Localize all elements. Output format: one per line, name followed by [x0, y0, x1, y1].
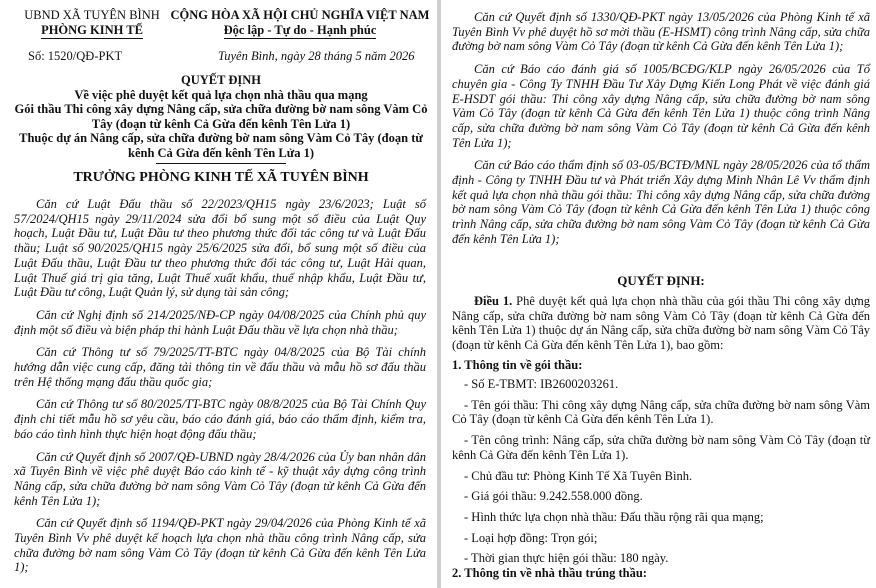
package-info-item: - Giá gói thầu: 9.242.558.000 đồng.: [464, 489, 643, 504]
package-info-item: - Thời gian thực hiện gói thầu: 180 ngày.: [464, 551, 669, 566]
document-title: [14, 73, 428, 164]
page-left: [0, 0, 432, 588]
decision-heading: QUYẾT ĐỊNH:: [617, 273, 705, 288]
title-line-3: Thuộc dự án Nâng cấp, sửa chữa đường bờ nam sông Vàm Cỏ Tây (đoạn từ kênh Cả Gừa đến kênh Tên Lửa 1): [19, 131, 423, 160]
section-2-heading: 2. Thông tin về nhà thầu trúng thầu:: [452, 566, 647, 580]
legal-basis-item: Căn cứ Nghị định số 214/2025/NĐ-CP ngày 04/08/2025 của Chính phủ quy định một số điều và biện pháp thi hành Luật Đấu thầu về lựa chọn nhà thầu;: [14, 307, 426, 337]
article-1-label: Điều 1.: [474, 294, 513, 308]
legal-basis-item: Căn cứ Báo cáo thẩm định số 03-05/BCTĐ/MNL ngày 28/05/2026 của tổ thẩm định - Công ty TNHH Đầu tư và Phát triển Xây dựng Minh Nhân Lê Vv thẩm định kết quả lựa chọn nhà thầu gói thầu: Thi công xây dựng Nâng cấp, sửa chữa đường bờ nam sông Vàm Cỏ Tây (đoạn từ kênh Cả Gừa đến kênh Tên Lửa 1) thuộc công trình Nâng cấp, sửa chữa đường bờ nam sông Vàm Cỏ Tây (đoạn từ kênh Cả Gừa đến kênh Tên Lửa 1);: [452, 158, 870, 246]
legal-basis-item: Căn cứ Quyết định số 2007/QĐ-UBND ngày 28/4/2026 của Ủy ban nhân dân xã Tuyên Bình về việc phê duyệt Báo cáo kinh tế - kỹ thuật xây dựng công trình Nâng cấp, sửa chữa đường bờ nam sông Vàm Cỏ Tây (đoạn từ kênh Cả Gừa đến kênh Tên Lửa 1);: [14, 449, 426, 508]
package-info-item: - Tên công trình: Nâng cấp, sửa chữa đường bờ nam sông Vàm Cỏ Tây (đoạn từ kênh Cả Gừa đến kênh Tên Lửa 1).: [452, 433, 870, 462]
title-line-1: Về việc phê duyệt kết quả lựa chọn nhà thầu qua mạng: [74, 87, 368, 102]
package-info-item: - Loại hợp đồng: Trọn gói;: [464, 530, 598, 545]
package-info-item: - Chủ đầu tư: Phòng Kinh Tế Xã Tuyên Bình.: [464, 468, 693, 483]
issuing-authority: TRƯỞNG PHÒNG KINH TẾ XÃ TUYÊN BÌNH: [73, 170, 369, 185]
national-header: [170, 8, 430, 39]
legal-basis-item: Căn cứ Thông tư số 79/2025/TT-BTC ngày 04/8/2025 của Bộ Tài chính hướng dẫn việc cung cấp, đăng tải thông tin về đấu thầu và mẫu hồ sơ đấu thầu trên Hệ thống mạng đấu thầu quốc gia;: [14, 345, 426, 389]
page-divider: [437, 0, 441, 588]
legal-basis-item: Căn cứ Quyết định số 1330/QĐ-PKT ngày 13/05/2026 của Phòng Kinh tế xã Tuyên Bình Vv phê duyệt hồ sơ mời thầu (E-HSMT) công trình Nâng cấp, sửa chữa đường bờ nam sông Vàm Cỏ Tây (đoạn từ kênh Cả Gừa đến kênh Tên Lửa 1);: [452, 10, 870, 54]
article-1: [452, 294, 870, 353]
issuing-agency: [12, 8, 172, 39]
page-right: [446, 0, 876, 588]
legal-basis-item: Căn cứ Quyết định số 1194/QĐ-PKT ngày 29/04/2026 của Phòng Kinh tế xã Tuyên Bình Vv phê duyệt kế hoạch lựa chọn nhà thầu công trình Nâng cấp, sửa chữa đường bờ nam sông Vàm Cỏ Tây (đoạn từ kênh Cả Gừa đến kênh Tên Lửa 1);: [14, 516, 426, 575]
title-divider: [156, 163, 286, 164]
package-info-item: - Hình thức lựa chọn nhà thầu: Đấu thầu rộng rãi qua mạng;: [464, 509, 764, 524]
agency-name: UBND XÃ TUYÊN BÌNH: [24, 8, 160, 22]
article-1-text: Phê duyệt kết quả lựa chọn nhà thầu của gói thầu Thi công xây dựng Nâng cấp, sửa chữa đường bờ nam sông Vàm Cỏ Tây (đoạn từ kênh Cả Gừa đến kênh Tên Lửa 1) thuộc dự án Nâng cấp, sửa chữa đường bờ nam sông Vàm Cỏ Tây (đoạn từ kênh Cả Gừa đến kênh Tên Lửa 1), bao gồm:: [452, 294, 871, 353]
legal-basis-right: [452, 10, 870, 255]
title-heading: QUYẾT ĐỊNH: [181, 73, 261, 87]
section-1-heading: 1. Thông tin về gói thầu:: [452, 358, 583, 372]
department-name: PHÒNG KINH TẾ: [41, 23, 143, 37]
nation-name: CỘNG HÒA XÃ HỘI CHỦ NGHĨA VIỆT NAM: [170, 8, 430, 22]
package-info-list: [452, 377, 870, 572]
legal-basis-item: Căn cứ Báo cáo đánh giá số 1005/BCĐG/KLP ngày 26/05/2026 của Tổ chuyên gia - Công Ty TNHH Đầu Tư Xây Dựng Kiến Long Phát về việc đánh giá E-HSDT gói thầu: Thi công xây dựng Nâng cấp, sửa chữa đường bờ nam sông Vàm Cỏ Tây (đoạn từ kênh Cả Gừa đến kênh Tên Lửa 1) thuộc công trình Nâng cấp, sửa chữa đường bờ nam sông Vàm Cỏ Tây (đoạn từ kênh Cả Gừa đến kênh Tên Lửa 1);: [452, 62, 870, 150]
package-info-item: - Số E-TBMT: IB2600203261.: [464, 377, 619, 391]
package-info-item: - Tên gói thầu: Thi công xây dựng Nâng cấp, sửa chữa đường bờ nam sông Vàm Cỏ Tây (đoạn từ kênh Cả Gừa đến kênh Tên Lửa 1).: [452, 397, 870, 427]
legal-basis-item: Căn cứ Luật Đấu thầu số 22/2023/QH15 ngày 23/6/2023; Luật số 57/2024/QH15 ngày 29/11/2024 sửa đổi bổ sung một số điều của Luật Quy hoạch, Luật Đầu tư, Luật Đầu tư theo phương thức đối tác công tư và Luật Đấu thầu; Luật số 90/2025/QH15 ngày 25/6/2025 sửa đổi, bổ sung một số điều của Luật Đấu thầu, Luật Đầu tư theo phương thức đối tác công tư, Luật Hải quan, Luật Thuế giá trị gia tăng, Luật Thuế xuất khẩu, thuế nhập khẩu, Luật Đầu tư, Luật Đầu tư công, Luật Quản lý, sử dụng tài sản công;: [14, 197, 426, 300]
title-line-2: Gói thầu Thi công xây dựng Nâng cấp, sửa chữa đường bờ nam sông Vàm Cỏ Tây (đoạn từ kênh Cả Gừa đến kênh Tên Lửa 1): [14, 102, 428, 131]
legal-basis-item: Căn cứ Thông tư số 80/2025/TT-BTC ngày 08/8/2025 của Bộ Tài Chính Quy định chi tiết mẫu hồ sơ yêu cầu, báo cáo đánh giá, báo cáo thẩm định, kiểm tra, báo cáo tình hình thực hiện hoạt động đấu thầu;: [14, 397, 426, 441]
document-date: Tuyên Bình, ngày 28 tháng 5 năm 2026: [218, 49, 415, 63]
legal-basis-left: [14, 197, 426, 583]
document-number: Số: 1520/QĐ-PKT: [28, 49, 123, 63]
national-motto: Độc lập - Tự do - Hạnh phúc: [223, 23, 377, 37]
